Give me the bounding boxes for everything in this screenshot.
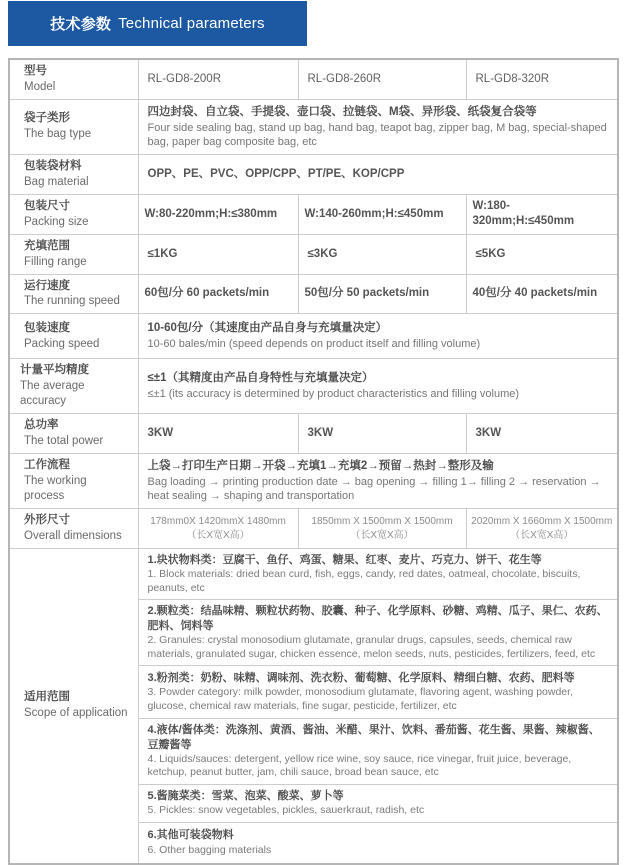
scope-item-cn: 3.粉剂类：奶粉、味精、调味剂、洗衣粉、葡萄糖、化学原料、精细白糖、农药、肥料等 xyxy=(147,671,575,684)
packing-size-value-1: W:80-220mm;H:≤380mm xyxy=(138,194,298,234)
filling-range-value-1: ≤1KG xyxy=(138,234,298,274)
dimensions-note: （长X宽X高） xyxy=(350,529,414,541)
label-cn: 外形尺寸 xyxy=(24,513,70,526)
scope-item-2 xyxy=(138,600,618,666)
scope-item-en: 6. Other bagging materials xyxy=(147,843,272,856)
row-label-scope xyxy=(9,548,138,863)
label-cn: 充填范围 xyxy=(24,239,70,252)
row-working-process xyxy=(9,454,618,509)
scope-item-3 xyxy=(138,666,618,719)
label-cn: 总功率 xyxy=(24,419,59,432)
label-en: Bag material xyxy=(24,175,89,188)
row-bag-material xyxy=(9,154,618,194)
row-total-power xyxy=(9,414,618,454)
packing-size-value-2: W:140-260mm;H:≤450mm xyxy=(298,194,466,234)
row-running-speed xyxy=(9,274,618,314)
running-speed-value-1: 60包/分 60 packets/min xyxy=(138,274,298,314)
dimensions-size: 1850mm X 1500mm X 1500mm xyxy=(311,515,453,527)
running-speed-value-3: 40包/分 40 packets/min xyxy=(466,274,618,314)
working-process-value xyxy=(138,454,618,509)
average-accuracy-value xyxy=(138,359,618,414)
bag-type-en: Four side sealing bag, stand up bag, hand bag, teapot bag, zipper bag, M bag, special-shaped bag, paper bag composite bag, etc xyxy=(147,121,607,148)
row-label-packing-speed xyxy=(9,314,138,359)
model-value-2: RL-GD8-260R xyxy=(298,59,466,99)
total-power-value-2: 3KW xyxy=(298,414,466,454)
dimensions-value-2 xyxy=(298,508,466,548)
working-process-en: Bag loading → printing production date → bag opening → filling 1→ filling 2 → reservation → heat sealing → shaping and transportation xyxy=(147,475,601,502)
scope-item-4 xyxy=(138,719,618,785)
row-scope-item-1 xyxy=(9,548,618,600)
scope-item-en: 2. Granules: crystal monosodium glutamate, granular drugs, capsules, seeds, chemical raw materials, granulated sugar, chicken essence, melon seeds, nuts, pesticides, fertilizers, feed, etc xyxy=(147,633,596,660)
label-cn: 袋子类形 xyxy=(24,112,70,125)
bag-type-value xyxy=(138,99,618,154)
total-power-value-1: 3KW xyxy=(138,414,298,454)
packing-speed-cn: 10-60包/分（其速度由产品自身与充填量决定） xyxy=(147,322,388,335)
scope-item-cn: 1.块状物料类：豆腐干、鱼仔、鸡蛋、糖果、红枣、麦片、巧克力、饼干、花生等 xyxy=(147,553,542,566)
bag-material-value: OPP、PE、PVC、OPP/CPP、PT/PE、KOP/CPP xyxy=(138,154,618,194)
page-title-en: Technical parameters xyxy=(118,15,265,32)
average-accuracy-cn: ≤±1（其精度由产品自身特性与充填量决定） xyxy=(147,372,374,385)
label-en: The bag type xyxy=(24,128,92,141)
scope-item-1 xyxy=(138,548,618,600)
scope-item-cn: 4.液体/酱体类：洗涤剂、黄酒、酱油、米醋、果汁、饮料、番茄酱、花生酱、果酱、辣椒酱、豆瓣酱等 xyxy=(147,724,600,751)
packing-size-value-3: W:180-320mm;H:≤450mm xyxy=(466,194,618,234)
label-cn: 包装速度 xyxy=(24,321,70,334)
dimensions-note: （长X宽X高） xyxy=(510,529,574,541)
label-en: The running speed xyxy=(24,295,120,308)
model-value-1: RL-GD8-200R xyxy=(138,59,298,99)
running-speed-value-2: 50包/分 50 packets/min xyxy=(298,274,466,314)
dimensions-size: 178mm0X 1420mmX 1480mm xyxy=(150,515,286,527)
average-accuracy-en: ≤±1 (its accuracy is determined by product characteristics and filling volume) xyxy=(147,388,520,401)
label-en: The total power xyxy=(24,435,104,448)
dimensions-value-1 xyxy=(138,508,298,548)
scope-item-5 xyxy=(138,785,618,823)
row-label-packing-size xyxy=(9,194,138,234)
label-en: Overall dimensions xyxy=(24,529,122,542)
scope-item-en: 4. Liquids/sauces: detergent, yellow rice wine, soy sauce, rice vinegar, fruit juice, beverage, ketchup, peanut butter, jam, chili sauce, broad bean sauce, etc xyxy=(147,752,572,779)
scope-item-cn: 5.酱腌菜类：雪菜、泡菜、酸菜、萝卜等 xyxy=(147,790,344,803)
label-cn: 运行速度 xyxy=(24,279,70,292)
label-cn: 计量平均精度 xyxy=(20,364,89,377)
row-filling-range xyxy=(9,234,618,274)
row-label-overall-dimensions xyxy=(9,508,138,548)
scope-item-6 xyxy=(138,823,618,864)
scope-item-cn: 2.颗粒类：结晶味精、颗粒状药物、胶囊、种子、化学原料、砂糖、鸡精、瓜子、果仁、农药、肥料、饲料等 xyxy=(147,605,608,632)
label-cn: 型号 xyxy=(24,65,47,77)
row-label-average-accuracy xyxy=(9,359,138,414)
filling-range-value-3: ≤5KG xyxy=(466,234,618,274)
row-label-working-process xyxy=(9,454,138,509)
page-title-banner xyxy=(8,1,307,46)
label-en: Scope of application xyxy=(24,707,128,720)
row-packing-size xyxy=(9,194,618,234)
label-cn: 包装尺寸 xyxy=(24,199,70,212)
dimensions-note: （长X宽X高） xyxy=(186,529,250,541)
row-label-bag-material xyxy=(9,154,138,194)
label-en: Model xyxy=(24,80,56,93)
dimensions-value-3 xyxy=(466,508,618,548)
label-cn: 包装袋材料 xyxy=(24,159,82,172)
label-en: Packing speed xyxy=(24,337,100,350)
label-cn: 工作流程 xyxy=(24,459,70,472)
scope-item-cn: 6.其他可装袋物料 xyxy=(147,829,234,842)
row-label-running-speed xyxy=(9,274,138,314)
packing-speed-en: 10-60 bales/min (speed depends on product itself and filling volume) xyxy=(147,338,481,351)
scope-item-en: 1. Block materials: dried bean curd, fish, eggs, candy, red dates, oatmeal, chocolate, biscuits, peanuts, etc xyxy=(147,568,581,594)
technical-parameters-table xyxy=(8,58,619,865)
row-average-accuracy xyxy=(9,359,618,414)
row-overall-dimensions xyxy=(9,508,618,548)
dimensions-size: 2020mm X 1660mm X 1500mm xyxy=(471,515,613,527)
bag-type-cn: 四边封袋、自立袋、手提袋、壶口袋、拉链袋、M袋、异形袋、纸袋复合袋等 xyxy=(147,105,537,118)
page-title-cn: 技术参数 xyxy=(50,16,112,33)
row-label-bag-type xyxy=(9,99,138,154)
model-value-3: RL-GD8-320R xyxy=(466,59,618,99)
label-cn: 适用范围 xyxy=(24,691,70,704)
row-label-filling-range xyxy=(9,234,138,274)
label-en: The average accuracy xyxy=(20,380,85,408)
label-en: The working process xyxy=(24,475,87,502)
packing-speed-value xyxy=(138,314,618,359)
scope-item-en: 5. Pickles: snow vegetables, pickles, sauerkraut, radish, etc xyxy=(147,804,425,817)
row-bag-type xyxy=(9,99,618,154)
row-packing-speed xyxy=(9,314,618,359)
working-process-cn: 上袋→打印生产日期→开袋→充填1→充填2→预留→热封→整形及输 xyxy=(147,459,494,472)
row-label-total-power xyxy=(9,414,138,454)
filling-range-value-2: ≤3KG xyxy=(298,234,466,274)
row-model xyxy=(9,59,618,99)
label-en: Packing size xyxy=(24,215,89,228)
scope-item-en: 3. Powder category: milk powder, monosodium glutamate, flavoring agent, washing powder, glucose, chemical raw materials, fine sugar, pesticide, fertilizer, etc xyxy=(147,686,573,712)
total-power-value-3: 3KW xyxy=(466,414,618,454)
row-label-model xyxy=(9,59,138,99)
label-en: Filling range xyxy=(24,255,87,268)
